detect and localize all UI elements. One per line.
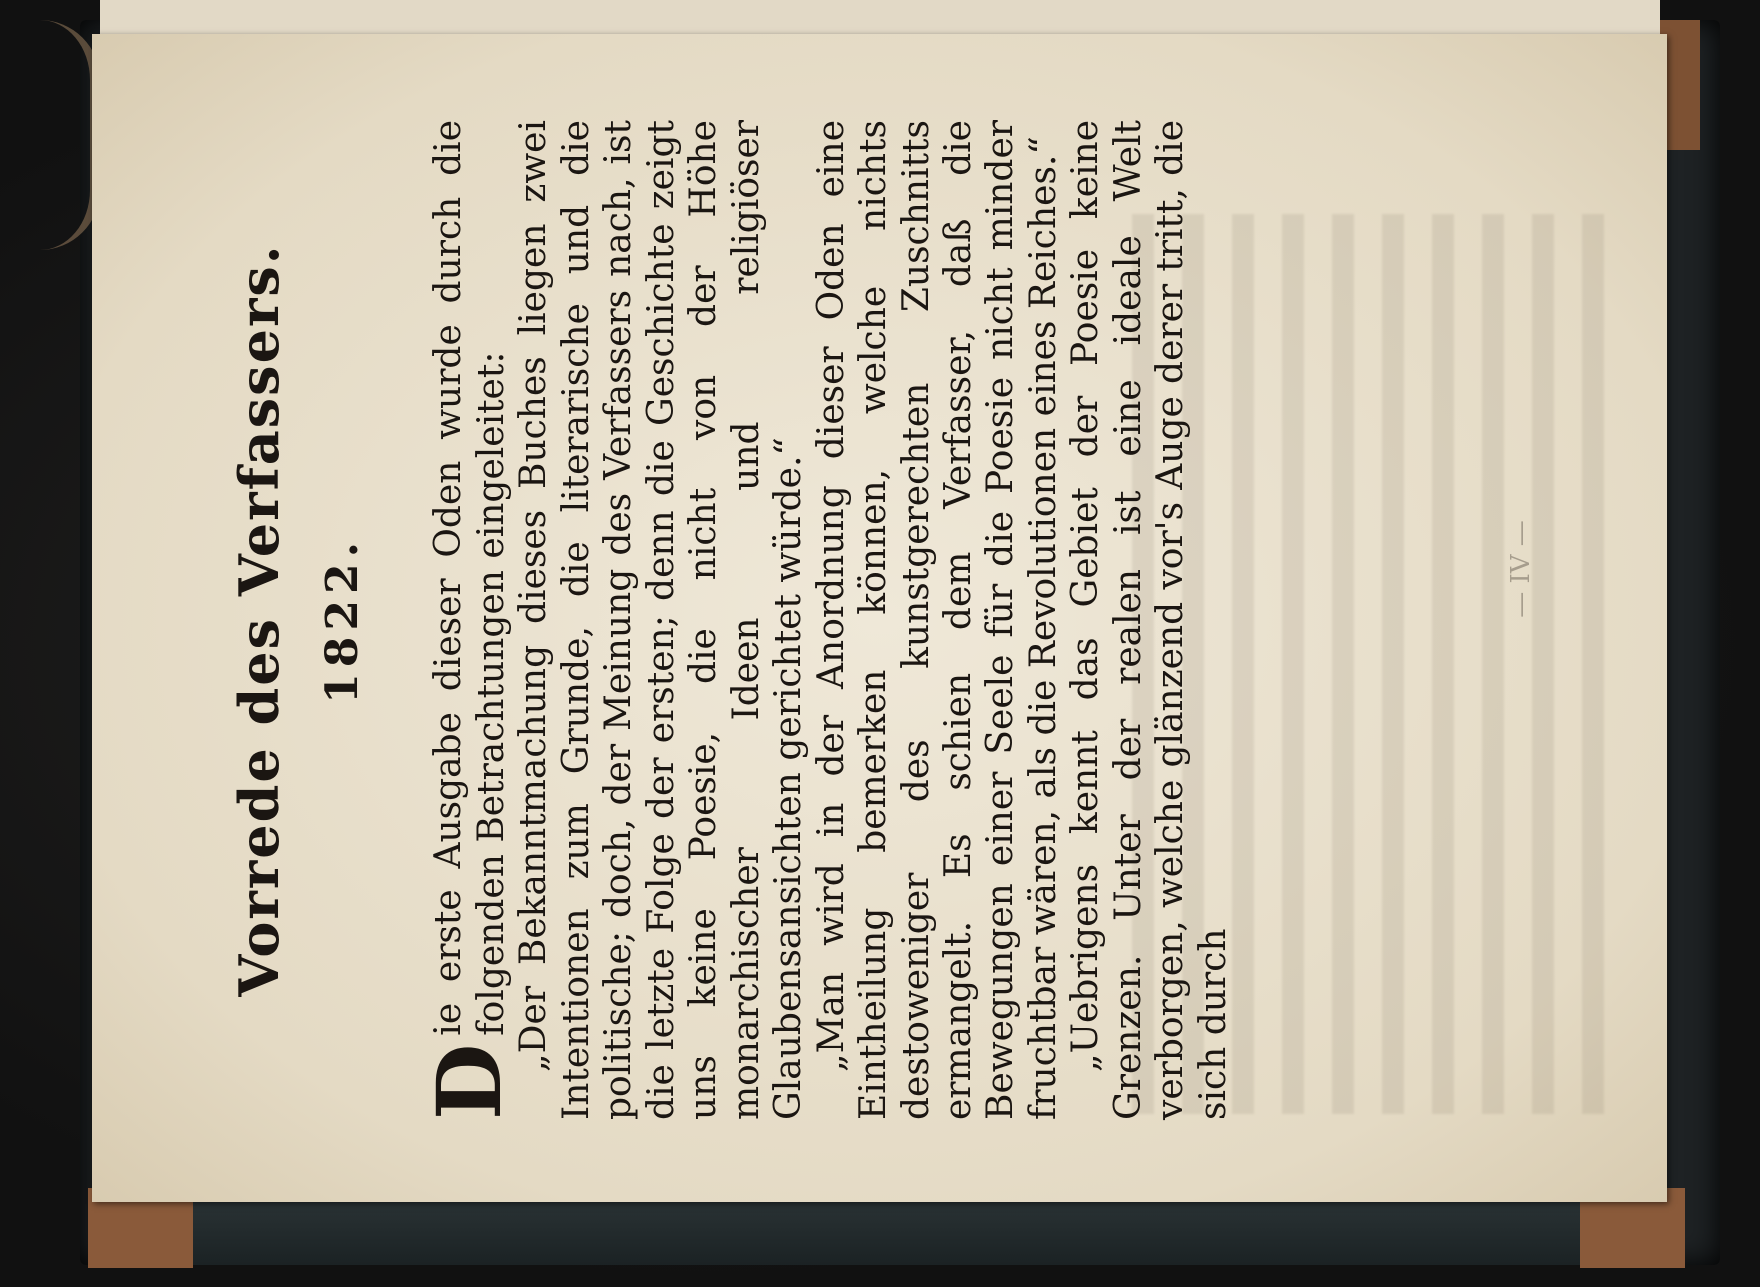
- page-content: [227, 120, 1234, 1120]
- paragraph-3: „Man wird in der Anordnung dieser Oden eine Eintheilung bemerken können, welche nichts destoweniger des kunstgerechten Zuschnitts ermangelt. Es schien dem Verfasser, daß die Bewegungen einer Seele für die Poesie nicht minder fruchtbar wären, als die Revolutionen eines Reiches.“: [810, 120, 1064, 1120]
- previous-page-edge: [100, 0, 1660, 36]
- paragraph-1: [417, 120, 522, 1120]
- page-year: 1822.: [317, 536, 369, 704]
- page-number-mark: — IV —: [1505, 520, 1536, 618]
- page-title: Vorrede des Verfassers.: [227, 243, 291, 997]
- paragraph-4: „Uebrigens kennt das Gebiet der Poesie keine Grenzen. Unter der realen ist eine ideale Welt verborgen, welche glänzend vor's Auge derer tritt, die sich durch: [1065, 120, 1234, 1120]
- paragraph-1-text: ie erste Ausgabe dieser Oden wurde durch die folgenden Betrachtungen eingeleitet:: [428, 120, 512, 1036]
- bookmark-cord: [0, 20, 100, 250]
- paragraph-2: „Der Bekanntmachung dieses Buches liegen zwei Intentionen zum Grunde, die literarische und die politische; doch, der Meinung des Verfassers nach, ist die letzte Folge der ersten; denn die Geschichte zeigt uns keine Poesie, die nicht von der Höhe monarchischer Ideen und religiöser Glaubensansichten gerichtet würde.“: [513, 120, 810, 1120]
- drop-cap: D: [417, 1043, 522, 1120]
- book-spine-edge: [190, 1195, 1590, 1265]
